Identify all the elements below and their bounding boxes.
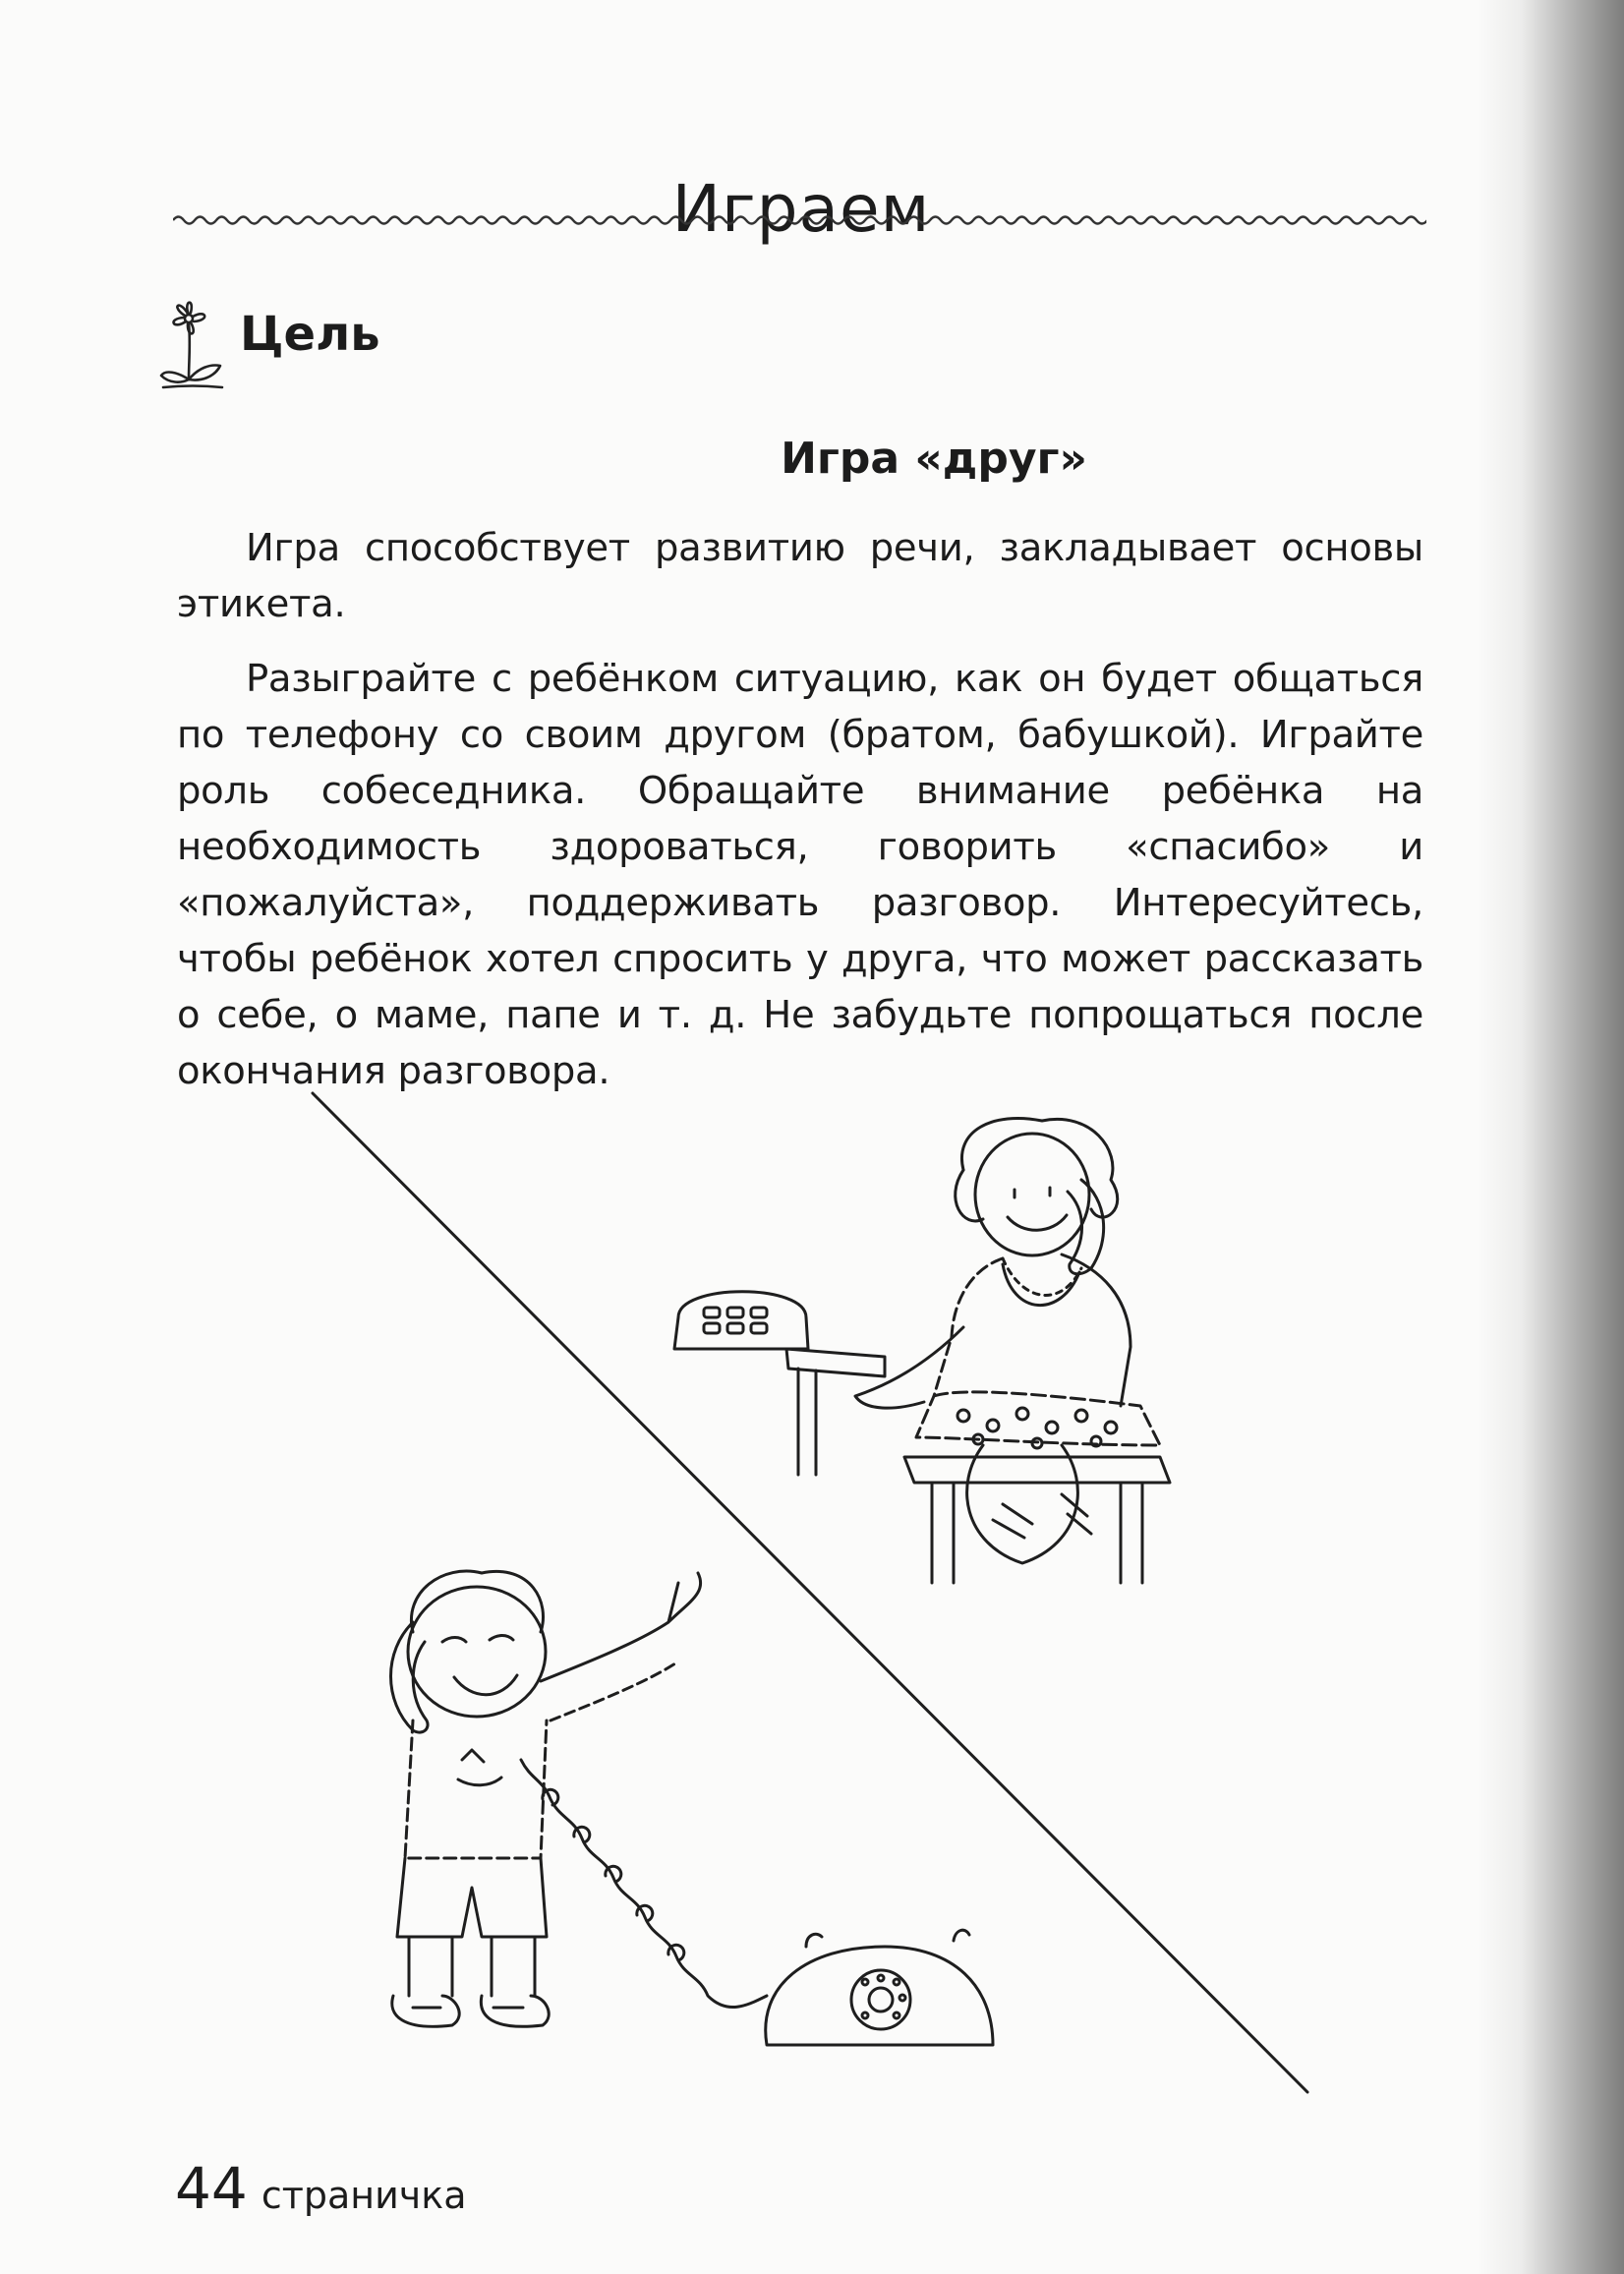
binding-shadow xyxy=(1477,0,1624,2274)
boy-figure xyxy=(391,1571,701,2026)
page-footer xyxy=(175,2155,466,2222)
paragraph-purpose: Игра способствует развитию речи, закладывает основы этикета. xyxy=(177,525,1423,626)
wavy-divider xyxy=(173,208,1426,232)
page-title: Играем xyxy=(671,171,931,248)
girl-figure xyxy=(674,1118,1170,1583)
children-on-phone-illustration xyxy=(177,1072,1337,2133)
game-title: Игра «друг» xyxy=(781,433,1087,484)
goal-label: Цель xyxy=(240,307,380,362)
diagonal-divider xyxy=(313,1093,1307,2092)
flower-icon xyxy=(153,293,232,391)
paragraph-instructions: Разыграйте с ребёнком ситуацию, как он будет общаться по телефону со своим другом (братом, бабушкой). Играйте роль собеседника. Обращайте внимание ребёнка на необходимость здороваться, говорить «спасибо» и «пожалуйста», поддерживать разговор. Интересуйтесь, чтобы ребёнок хотел спросить у друга, что может рассказать о себе, о маме, папе и т. д. Не забудьте попрощаться после окончания разговора. xyxy=(177,656,1423,1093)
page-word: страничка xyxy=(261,2174,467,2217)
rotary-phone xyxy=(766,1930,993,2045)
page-number: 44 xyxy=(175,2155,248,2222)
